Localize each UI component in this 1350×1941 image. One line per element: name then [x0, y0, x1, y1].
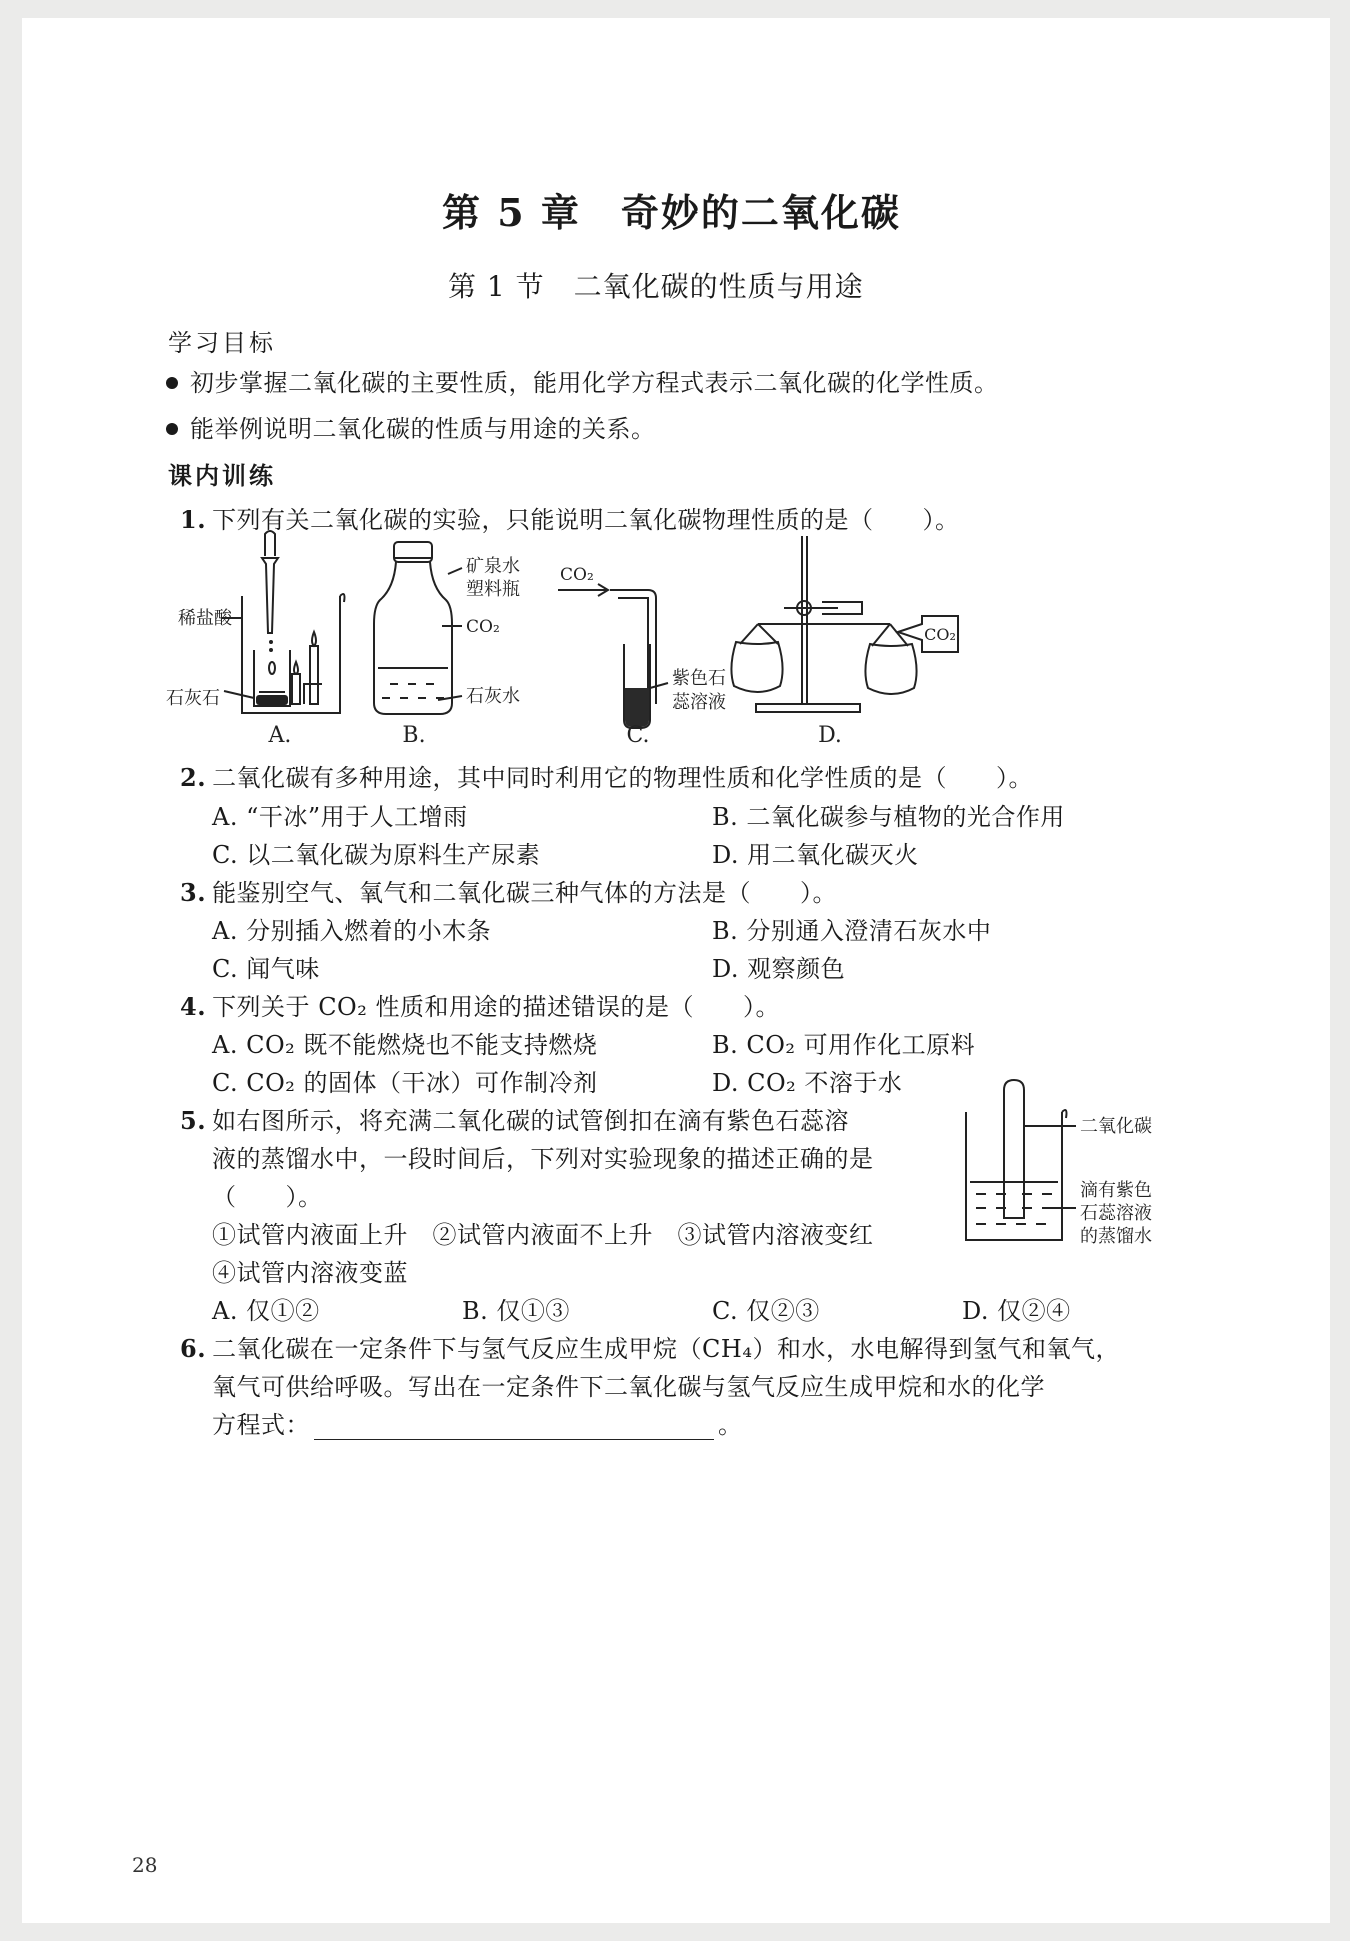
chapter-title: 第 5 章 奇妙的二氧化碳 [442, 190, 901, 235]
bullet-icon [166, 377, 178, 389]
question-5: 5. 如右图所示，将充满二氧化碳的试管倒扣在滴有紫色石蕊溶 [180, 1106, 850, 1135]
label-water-2: 石蕊溶液 [1080, 1203, 1152, 1224]
figure-d-balance [731, 536, 958, 712]
q4-option-c: C. CO₂ 的固体（干冰）可作制冷剂 [212, 1069, 598, 1097]
q5-option-d: D. 仅②④ [962, 1297, 1071, 1325]
label-water-3: 的蒸馏水 [1080, 1226, 1152, 1247]
answer-blank[interactable] [314, 1417, 714, 1440]
q6-line-3: 方程式： 。 [212, 1411, 743, 1439]
q3-option-c: C. 闻气味 [212, 955, 320, 983]
page-number: 28 [132, 1853, 158, 1877]
label-dilute-acid: 稀盐酸 [178, 608, 232, 629]
label-mineral-water: 矿泉水 [466, 556, 520, 577]
q1-figures [162, 528, 1202, 748]
q3-option-b: B. 分别通入澄清石灰水中 [712, 917, 992, 945]
training-heading: 课内训练 [168, 461, 276, 490]
q6-line-2: 氧气可供给呼吸。写出在一定条件下二氧化碳与氢气反应生成甲烷和水的化学 [212, 1373, 1045, 1401]
question-6: 6. 二氧化碳在一定条件下与氢气反应生成甲烷（CH₄）和水，水电解得到氢气和氧气， [180, 1334, 1120, 1363]
q5-option-c: C. 仅②③ [712, 1297, 820, 1325]
label-litmus-1: 紫色石 [672, 668, 726, 689]
label-co2-c: CO₂ [560, 565, 594, 585]
label-plastic-bottle: 塑料瓶 [466, 579, 520, 600]
q4-option-d: D. CO₂ 不溶于水 [712, 1069, 903, 1097]
q5-option-a: A. 仅①② [212, 1297, 320, 1325]
question-2: 2. 二氧化碳有多种用途，其中同时利用它的物理性质和化学性质的是（ ）。 [180, 763, 1034, 792]
label-litmus-2: 蕊溶液 [672, 692, 726, 713]
q4-option-b: B. CO₂ 可用作化工原料 [712, 1031, 976, 1059]
figure-a-label: A. [268, 723, 292, 748]
q2-option-a: A. “干冰”用于人工增雨 [212, 803, 468, 831]
section-title: 第 1 节 二氧化碳的性质与用途 [448, 270, 864, 303]
q5-statements-1: ①试管内液面上升 ②试管内液面不上升 ③试管内溶液变红 [212, 1221, 874, 1249]
q4-option-a: A. CO₂ 既不能燃烧也不能支持燃烧 [212, 1031, 598, 1059]
objectives-heading: 学习目标 [168, 329, 276, 357]
question-3: 3. 能鉴别空气、氧气和二氧化碳三种气体的方法是（ ）。 [180, 878, 838, 907]
page [22, 18, 1330, 1923]
q5-line-3: （ ）。 [212, 1183, 323, 1211]
objective-item: 能举例说明二氧化碳的性质与用途的关系。 [166, 409, 656, 444]
figure-d-label: D. [818, 723, 842, 748]
q3-option-a: A. 分别插入燃着的小木条 [212, 917, 492, 945]
q5-option-b: B. 仅①③ [462, 1297, 570, 1325]
objective-item: 初步掌握二氧化碳的主要性质，能用化学方程式表示二氧化碳的化学性质。 [166, 363, 999, 398]
q2-option-b: B. 二氧化碳参与植物的光合作用 [712, 803, 1065, 831]
figure-b-label: B. [402, 723, 426, 748]
q2-option-d: D. 用二氧化碳灭火 [712, 841, 919, 869]
label-limewater: 石灰水 [466, 686, 520, 707]
q5-line-2: 液的蒸馏水中，一段时间后，下列对实验现象的描述正确的是 [212, 1145, 874, 1173]
bullet-icon [166, 423, 178, 435]
figure-c-tube [558, 584, 668, 728]
question-4: 4. 下列关于 CO₂ 性质和用途的描述错误的是（ ）。 [180, 992, 780, 1021]
label-co2-tube: 二氧化碳 [1080, 1116, 1152, 1137]
q3-option-d: D. 观察颜色 [712, 955, 846, 983]
q5-statements-2: ④试管内溶液变蓝 [212, 1259, 408, 1287]
figure-b-bottle [374, 542, 462, 714]
label-water-1: 滴有紫色 [1080, 1180, 1152, 1201]
q5-figure [952, 1078, 1202, 1258]
q2-option-c: C. 以二氧化碳为原料生产尿素 [212, 841, 541, 869]
label-co2-d: CO₂ [924, 625, 956, 644]
label-limestone: 石灰石 [166, 688, 220, 709]
question-1: 1. 下列有关二氧化碳的实验，只能说明二氧化碳物理性质的是（ ）。 [180, 505, 960, 534]
label-co2-b: CO₂ [466, 617, 500, 637]
figure-c-label: C. [626, 723, 650, 748]
figure-a-beaker [222, 531, 345, 713]
